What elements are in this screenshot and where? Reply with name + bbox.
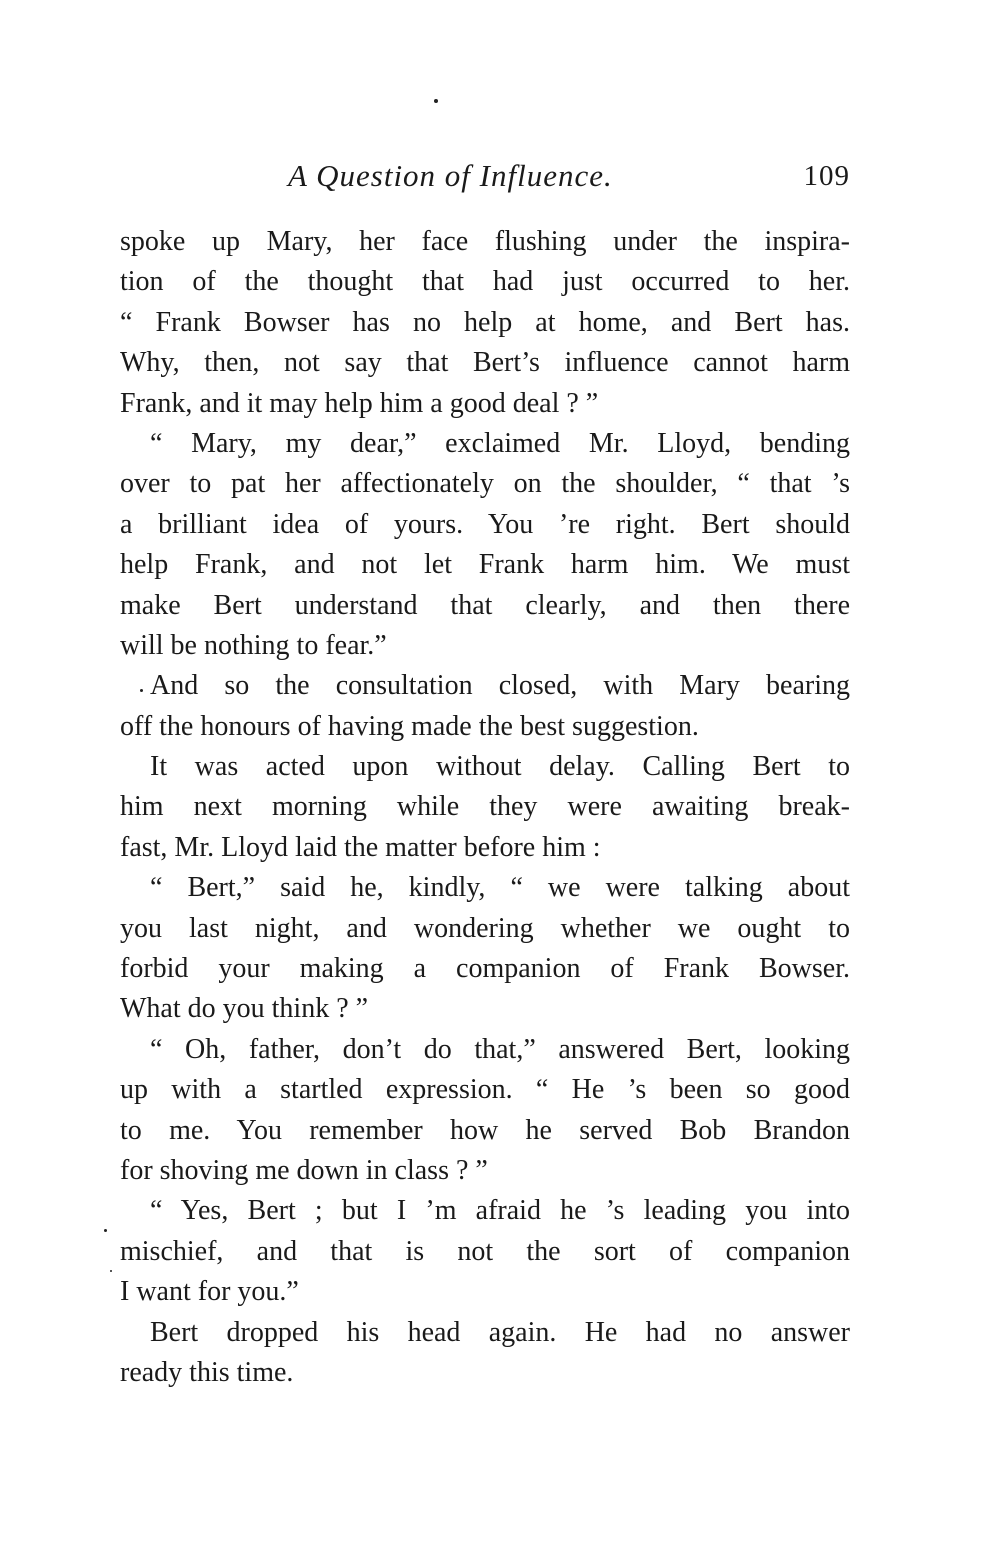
body-text [120,222,850,1393]
running-title: A Question of Influence. [288,158,613,193]
text-line: to me. You remember how he served Bob Brandon [120,1114,850,1146]
ink-speck [110,1270,112,1272]
text-line: help Frank, and not let Frank harm him. We must [120,549,850,581]
ink-speck [104,1229,107,1232]
page-number: 109 [803,160,850,192]
text-line: you last night, and wondering whether we ought to [120,912,850,944]
text-line: And so the consultation closed, with Mary bearing [150,670,850,702]
text-line: It was acted upon without delay. Calling Bert to [150,751,850,783]
page-header [120,158,850,202]
text-line: Frank, and it may help him a good deal ? ” [120,387,599,419]
text-line: “ Frank Bowser has no help at home, and Bert has. [120,306,850,338]
text-line: tion of the thought that had just occurred to her. [120,266,850,298]
text-line: “ Yes, Bert ; but I ’m afraid he ’s leading you into [150,1195,850,1227]
text-line: for shoving me down in class ? ” [120,1154,488,1186]
text-line: off the honours of having made the best suggestion. [120,710,699,742]
text-line: him next morning while they were awaiting break- [120,791,850,823]
text-line: fast, Mr. Lloyd laid the matter before him : [120,831,601,863]
text-line: a brilliant idea of yours. You ’re right. Bert should [120,508,850,540]
text-line: spoke up Mary, her face flushing under the inspira- [120,226,850,257]
text-line: make Bert understand that clearly, and then there [120,589,850,621]
ink-speck [434,99,438,103]
text-line: “ Oh, father, don’t do that,” answered Bert, looking [150,1033,850,1065]
text-line: Bert dropped his head again. He had no answer [150,1316,850,1348]
text-line: Why, then, not say that Bert’s influence cannot harm [120,347,850,379]
text-line: up with a startled expression. “ He ’s been so good [120,1074,850,1106]
text-line: will be nothing to fear.” [120,629,387,661]
text-line: over to pat her affectionately on the shoulder, “ that ’s [120,468,850,500]
text-line: What do you think ? ” [120,993,369,1025]
text-line: mischief, and that is not the sort of companion [120,1235,850,1267]
text-line: ready this time. [120,1356,294,1388]
text-line: “ Mary, my dear,” exclaimed Mr. Lloyd, bending [150,427,850,459]
text-line: I want for you.” [120,1276,299,1308]
text-line: “ Bert,” said he, kindly, “ we were talking about [150,872,850,904]
text-line: forbid your making a companion of Frank Bowser. [120,953,850,985]
